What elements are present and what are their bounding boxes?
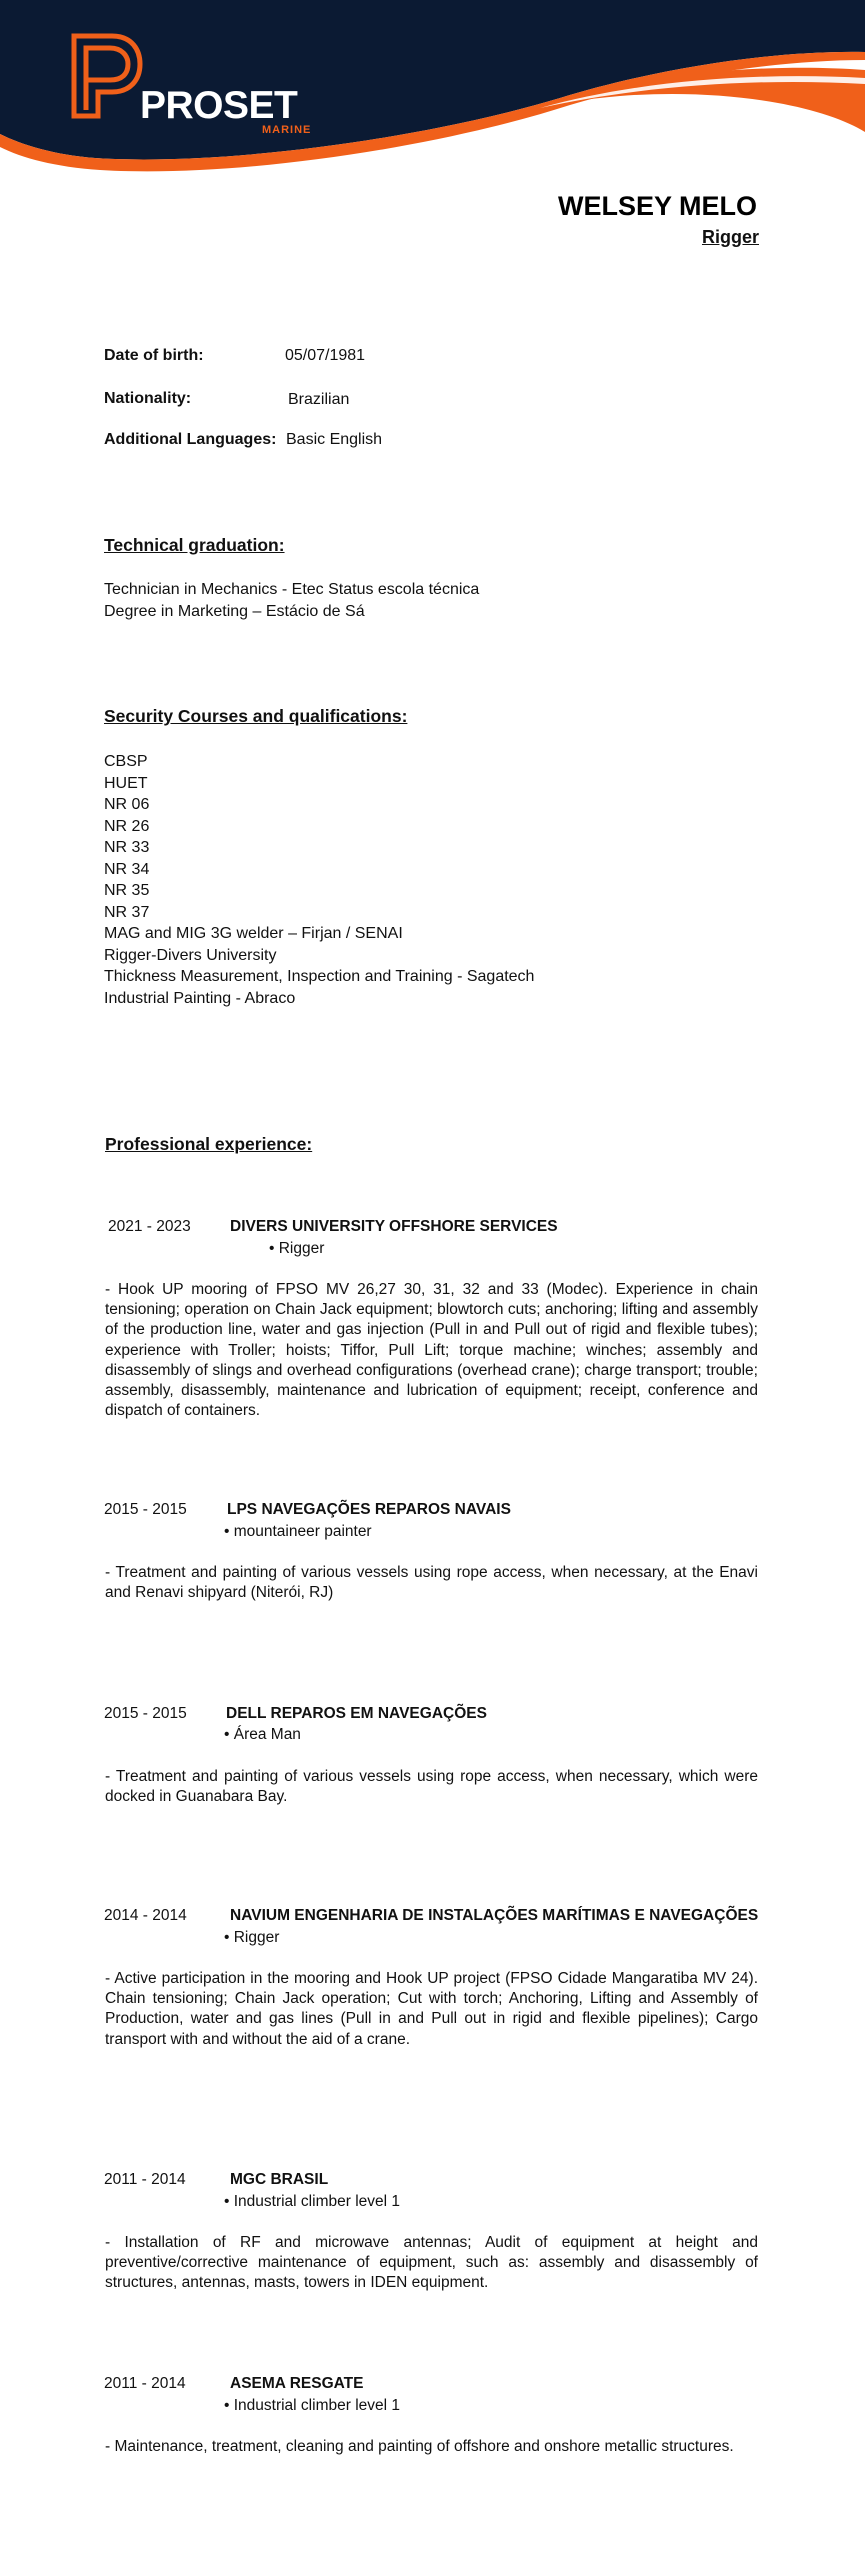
job-years: 2011 - 2014 bbox=[104, 2171, 186, 2188]
course-item: Rigger-Divers University bbox=[104, 946, 277, 964]
job-years: 2014 - 2014 bbox=[104, 1907, 187, 1924]
dob-label: Date of birth: bbox=[104, 347, 204, 364]
job-company: LPS NAVEGAÇÕES REPAROS NAVAIS bbox=[227, 1501, 511, 1518]
course-item: NR 37 bbox=[104, 903, 150, 921]
experience-heading: Professional experience: bbox=[105, 1134, 313, 1154]
job-role: • Rigger bbox=[224, 1929, 280, 1946]
job-years: 2011 - 2014 bbox=[104, 2375, 186, 2392]
candidate-name: WELSEY MELO bbox=[557, 191, 757, 221]
logo-subtitle: MARINE bbox=[262, 124, 312, 136]
technical-heading: Technical graduation: bbox=[104, 535, 285, 555]
job-company: MGC BRASIL bbox=[230, 2171, 329, 2188]
course-item: NR 26 bbox=[104, 817, 150, 835]
languages-label: Additional Languages: bbox=[104, 431, 277, 448]
nationality-value: Brazilian bbox=[288, 391, 350, 408]
job-years: 2015 - 2015 bbox=[104, 1501, 187, 1518]
job-role: • Industrial climber level 1 bbox=[224, 2193, 400, 2210]
course-item: Thickness Measurement, Inspection and Training - Sagatech bbox=[104, 968, 535, 985]
job-role: • Rigger bbox=[269, 1240, 325, 1257]
course-item: HUET bbox=[104, 774, 148, 792]
technical-item: Technician in Mechanics - Etec Status escola técnica bbox=[104, 581, 480, 598]
course-item: NR 33 bbox=[104, 839, 150, 856]
technical-item: Degree in Marketing – Estácio de Sá bbox=[104, 602, 365, 620]
job-company: DIVERS UNIVERSITY OFFSHORE SERVICES bbox=[230, 1218, 558, 1235]
job-role: • mountaineer painter bbox=[224, 1523, 372, 1540]
technical-list bbox=[104, 579, 479, 622]
job-years: 2021 - 2023 bbox=[108, 1218, 191, 1235]
dob-value: 05/07/1981 bbox=[285, 347, 366, 364]
job-years: 2015 - 2015 bbox=[104, 1705, 187, 1722]
job-role: • Industrial climber level 1 bbox=[224, 2397, 400, 2414]
course-item: NR 34 bbox=[104, 860, 150, 878]
course-item: NR 06 bbox=[104, 796, 150, 813]
courses-heading: Security Courses and qualifications: bbox=[104, 706, 408, 726]
course-item: Industrial Painting - Abraco bbox=[104, 989, 296, 1007]
job-description: - Maintenance, treatment, cleaning and painting of offshore and onshore metallic structures. bbox=[105, 2438, 734, 2455]
job-company: DELL REPAROS EM NAVEGAÇÕES bbox=[226, 1705, 487, 1722]
logo-wordmark: PROSET bbox=[140, 84, 298, 127]
candidate-role: Rigger bbox=[701, 227, 759, 247]
job-role: • Área Man bbox=[224, 1726, 301, 1743]
job-description: - Hook UP mooring of FPSO MV 26,27 30, 31, 32 and 33 (Modec). Experience in chain tensioning; operation on Chain Jack equipment; blowtorch cuts; anchoring; lifting and assembly of the production line, water and gas injection (Pull in and Pull out of rigid and flexible tubes); experience with Troller; hoists; Tiffor, Pull Lift; torque machine; winches; assembly and disassembly of slings and overhead configurations (overhead crane); charge transport; trouble; assembly, disassembly, maintenance and lubrication of equipment; receipt, conference and dispatch of containers. bbox=[105, 1281, 758, 1420]
logo-mark bbox=[66, 28, 146, 123]
languages-value: Basic English bbox=[286, 431, 383, 448]
job-description: - Treatment and painting of various vessels using rope access, when necessary, at the Enavi and Renavi shipyard (Niterói, RJ) bbox=[105, 1564, 758, 1602]
job-description: - Treatment and painting of various vessels using rope access, when necessary, which were docked in Guanabara Bay. bbox=[105, 1768, 758, 1806]
header-banner bbox=[0, 0, 865, 175]
course-item: CBSP bbox=[104, 753, 148, 770]
job-description: - Active participation in the mooring and Hook UP project (FPSO Cidade Mangaratiba MV 24). Chain tensioning; Chain Jack operation; Cut with torch; Anchoring, Lifting and Assembly of Production, water and gas lines (Pull in and Pull out in rigid and flexible pipelines); Cargo transport with and without the aid of a crane. bbox=[105, 1970, 758, 2048]
courses-list bbox=[104, 751, 534, 1009]
course-item: MAG and MIG 3G welder – Firjan / SENAI bbox=[104, 925, 403, 942]
job-company: NAVIUM ENGENHARIA DE INSTALAÇÕES MARÍTIMAS E NAVEGAÇÕES bbox=[230, 1907, 759, 1924]
course-item: NR 35 bbox=[104, 882, 150, 899]
job-description: - Installation of RF and microwave antennas; Audit of equipment at height and preventive/corrective maintenance of equipment, such as: assembly and disassembly of structures, antennas, masts, towers in IDEN equipment. bbox=[105, 2234, 758, 2292]
job-company: ASEMA RESGATE bbox=[230, 2375, 364, 2392]
nationality-label: Nationality: bbox=[104, 390, 192, 407]
